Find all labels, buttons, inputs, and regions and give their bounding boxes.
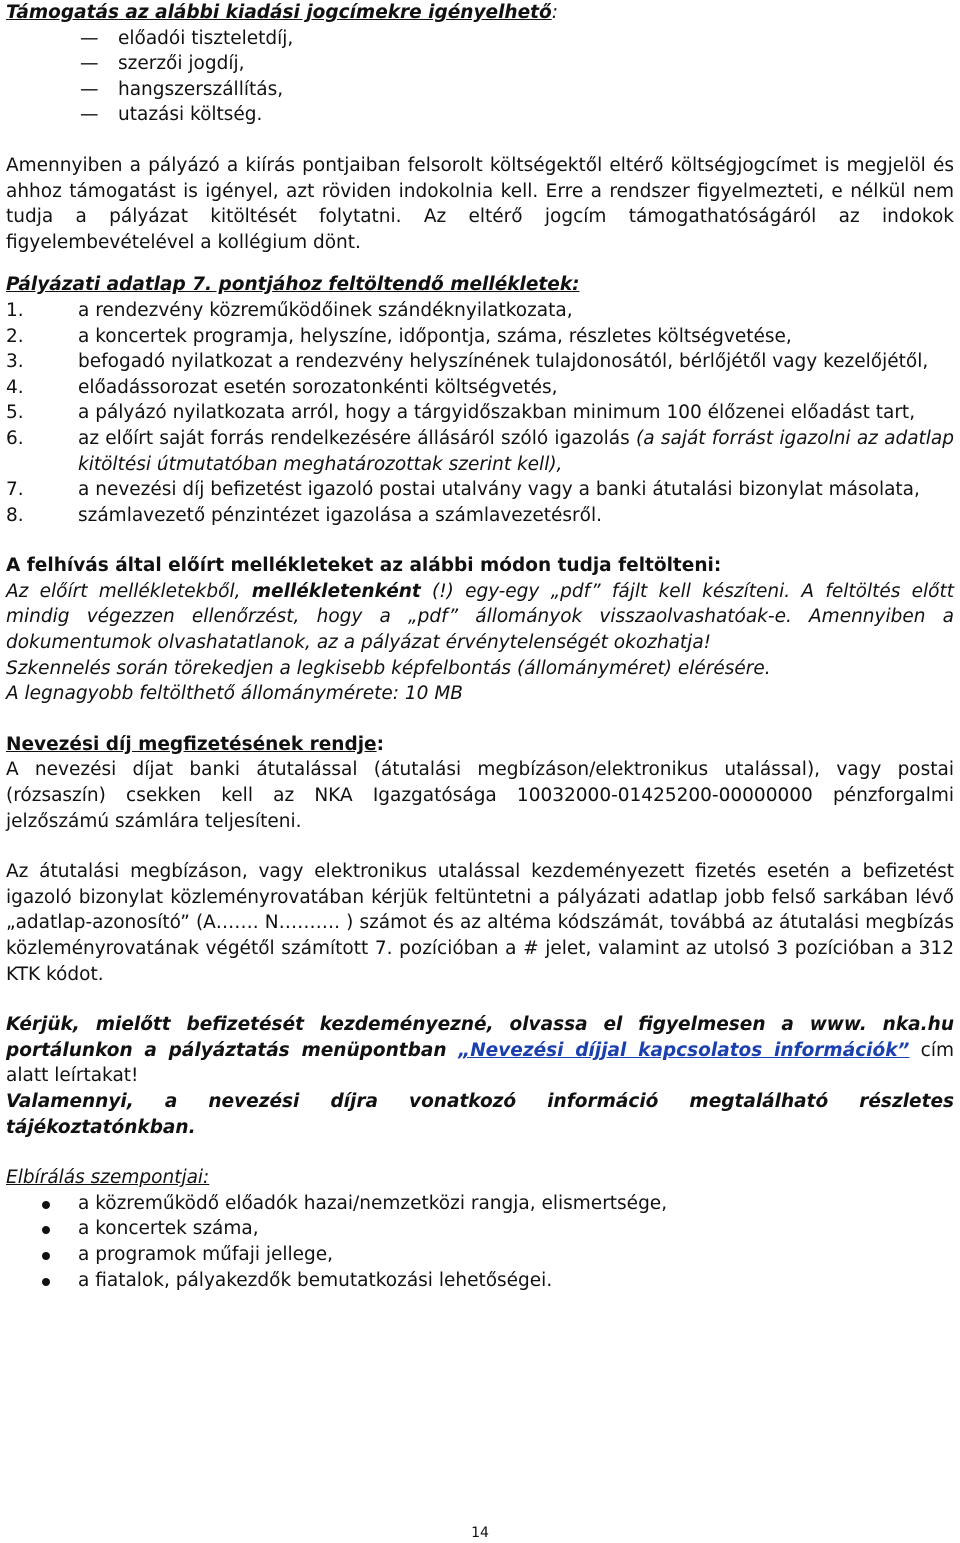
- bullet-icon: [42, 1252, 50, 1260]
- attachment-item: [6, 375, 954, 401]
- expense-item-text: utazási költség.: [118, 104, 263, 126]
- eligibility-paragraph: Amennyiben a pályázó a kiírás pontjaiban felsorolt költségektől eltérő költségjogcímet is megjelöl és ahhoz támogatást is igényel, azt röviden indokolnia kell. Erre a rendszer figyelmezteti, e nélkül nem tudja a pályázat kitöltését folytatni. Az eltérő jogcím támogathatóságáról az indokok figyelembevételével a kollégium dönt.: [6, 154, 954, 253]
- fee-paragraph-1: A nevezési díjat banki átutalással (átutalási megbízáson/elektronikus utalással), vagy postai (rózsaszín) csekken kell az NKA Igazgatósága 10032000-01425200-00000000 pénzforgalmi jelzőszámú számlára teljesíteni.: [6, 759, 954, 832]
- dash-marker: —: [80, 78, 99, 100]
- fee-info-link[interactable]: „Nevezési díjjal kapcsolatos információk”: [458, 1039, 910, 1061]
- criteria-item: [6, 1216, 954, 1242]
- upload-text-a: Az előírt mellékletekből,: [6, 580, 252, 602]
- attachment-number: 6.: [6, 427, 24, 449]
- attachment-item: [6, 426, 954, 477]
- expense-item: [6, 26, 954, 52]
- criteria-item: [6, 1268, 954, 1294]
- fee-request-text: Kérjük, mielőtt befizetését kezdeményezné, olvassa el figyelmesen a www. nka.hu portálunkon a pályáztatás menüpontban: [6, 1014, 954, 1061]
- criteria-item-text: a fiatalok, pályakezdők bemutatkozási lehetőségei.: [78, 1269, 553, 1291]
- expense-item: [6, 102, 954, 128]
- expense-item: [6, 51, 954, 77]
- fee-all-info: Valamennyi, a nevezési díjra vonatkozó információ megtalálható részletes tájékoztatónkban.: [6, 1090, 954, 1138]
- attachment-number: 5.: [6, 402, 24, 424]
- expense-list: [6, 26, 954, 128]
- attachment-note: (a saját forrást igazolni az adatlap kitöltési útmutatóban meghatározottak szerint kell),: [78, 427, 954, 475]
- attachment-item: [6, 503, 954, 529]
- fee-heading-colon: :: [376, 733, 384, 755]
- attachment-item: [6, 349, 954, 375]
- attachments-list: [6, 298, 954, 528]
- expense-item-text: hangszerszállítás,: [118, 78, 284, 100]
- criteria-item-text: a közreműködő előadók hazai/nemzetközi rangja, elismertsége,: [78, 1192, 668, 1214]
- attachment-number: 3.: [6, 351, 24, 373]
- fee-heading: [6, 732, 954, 758]
- attachment-number: 1.: [6, 299, 24, 321]
- fee-request-tail: cím alatt leírtakat!: [6, 1039, 954, 1087]
- criteria-item: [6, 1191, 954, 1217]
- criteria-item-text: a programok műfaji jellege,: [78, 1243, 334, 1265]
- expense-item-text: előadói tiszteletdíj,: [118, 27, 294, 49]
- criteria-item: [6, 1242, 954, 1268]
- fee-paragraph-2: Az átutalási megbízáson, vagy elektronikus utalással kezdeményezett fizetés esetén a befizetést igazoló bizonylat közleményrovatában kérjük feltüntetni a pályázati adatlap jobb felső sarkában lévő „adatlap-azonosító” (A……. N………. ) számot és az altéma kódszámát, továbbá az átutalási megbízás közleményrovatának végétől számított 7. pozícióban a # jelet, valamint az utolsó 3 pozícióban a 312 KTK kódot.: [6, 861, 954, 985]
- attachment-item: [6, 324, 954, 350]
- attachment-text: a nevezési díj befizetést igazoló postai utalvány vagy a banki átutalási bizonylat másolata,: [78, 479, 920, 501]
- intro-heading-colon: :: [551, 2, 558, 23]
- expense-item-text: szerzői jogdíj,: [118, 53, 245, 75]
- attachment-number: 2.: [6, 325, 24, 347]
- dash-marker: —: [80, 53, 99, 75]
- attachment-number: 8.: [6, 504, 24, 526]
- attachment-number: 7.: [6, 479, 24, 501]
- upload-text-emphasis: mellékletenként: [251, 580, 421, 602]
- upload-instructions: [6, 579, 954, 656]
- attachment-text: a rendezvény közreműködőinek szándéknyilatkozata,: [78, 299, 573, 321]
- attachment-text: befogadó nyilatkozat a rendezvény helyszínének tulajdonosától, bérlőjétől vagy kezelőjétől,: [78, 351, 929, 373]
- page-content: [6, 0, 954, 1293]
- attachment-number: 4.: [6, 376, 24, 398]
- upload-heading: A felhívás által előírt mellékleteket az alábbi módon tudja feltölteni:: [6, 555, 722, 577]
- attachment-item: [6, 400, 954, 426]
- dash-marker: —: [80, 27, 99, 49]
- attachments-heading: Pályázati adatlap 7. pontjához feltöltendő mellékletek:: [6, 274, 580, 296]
- scan-note: Szkennelés során törekedjen a legkisebb képfelbontás (állományméret) elérésére.: [6, 657, 771, 679]
- attachment-text: a pályázó nyilatkozata arról, hogy a tárgyidőszakban minimum 100 élőzenei előadást tart,: [78, 402, 916, 424]
- bullet-icon: [42, 1226, 50, 1234]
- bullet-icon: [42, 1201, 50, 1209]
- attachment-item: [6, 477, 954, 503]
- attachment-text: az előírt saját forrás rendelkezésére állásáról szóló igazolás: [78, 427, 637, 449]
- criteria-list: [6, 1191, 954, 1293]
- attachment-item: [6, 298, 954, 324]
- fee-request: [6, 1012, 954, 1089]
- intro-heading: [6, 0, 954, 26]
- criteria-item-text: a koncertek száma,: [78, 1218, 259, 1240]
- attachment-text: a koncertek programja, helyszíne, időpontja, száma, részletes költségvetése,: [78, 325, 792, 347]
- fee-heading-text: Nevezési díj megfizetésének rendje: [6, 733, 377, 755]
- criteria-heading: Elbírálás szempontjai:: [6, 1167, 210, 1189]
- intro-heading-text: Támogatás az alábbi kiadási jogcímekre igényelhető: [6, 2, 552, 23]
- max-size-note: A legnagyobb feltölthető állománymérete: 10 MB: [6, 683, 463, 705]
- attachment-text: számlavezető pénzintézet igazolása a számlavezetésről.: [78, 504, 602, 526]
- expense-item: [6, 77, 954, 103]
- attachment-text: előadássorozat esetén sorozatonkénti költségvetés,: [78, 376, 558, 398]
- page-number: 14: [471, 1525, 489, 1541]
- upload-text-c: (!) egy-egy „pdf” fájlt kell készíteni. A feltöltés előtt mindig végezzen ellenőrzést, hogy a „pdf” állományok visszaolvashatóak-e. Amennyiben a dokumentumok olvashatatlanok, az a pályázat érvénytelenségét okozhatja!: [6, 580, 954, 654]
- dash-marker: —: [80, 104, 99, 126]
- bullet-icon: [42, 1278, 50, 1286]
